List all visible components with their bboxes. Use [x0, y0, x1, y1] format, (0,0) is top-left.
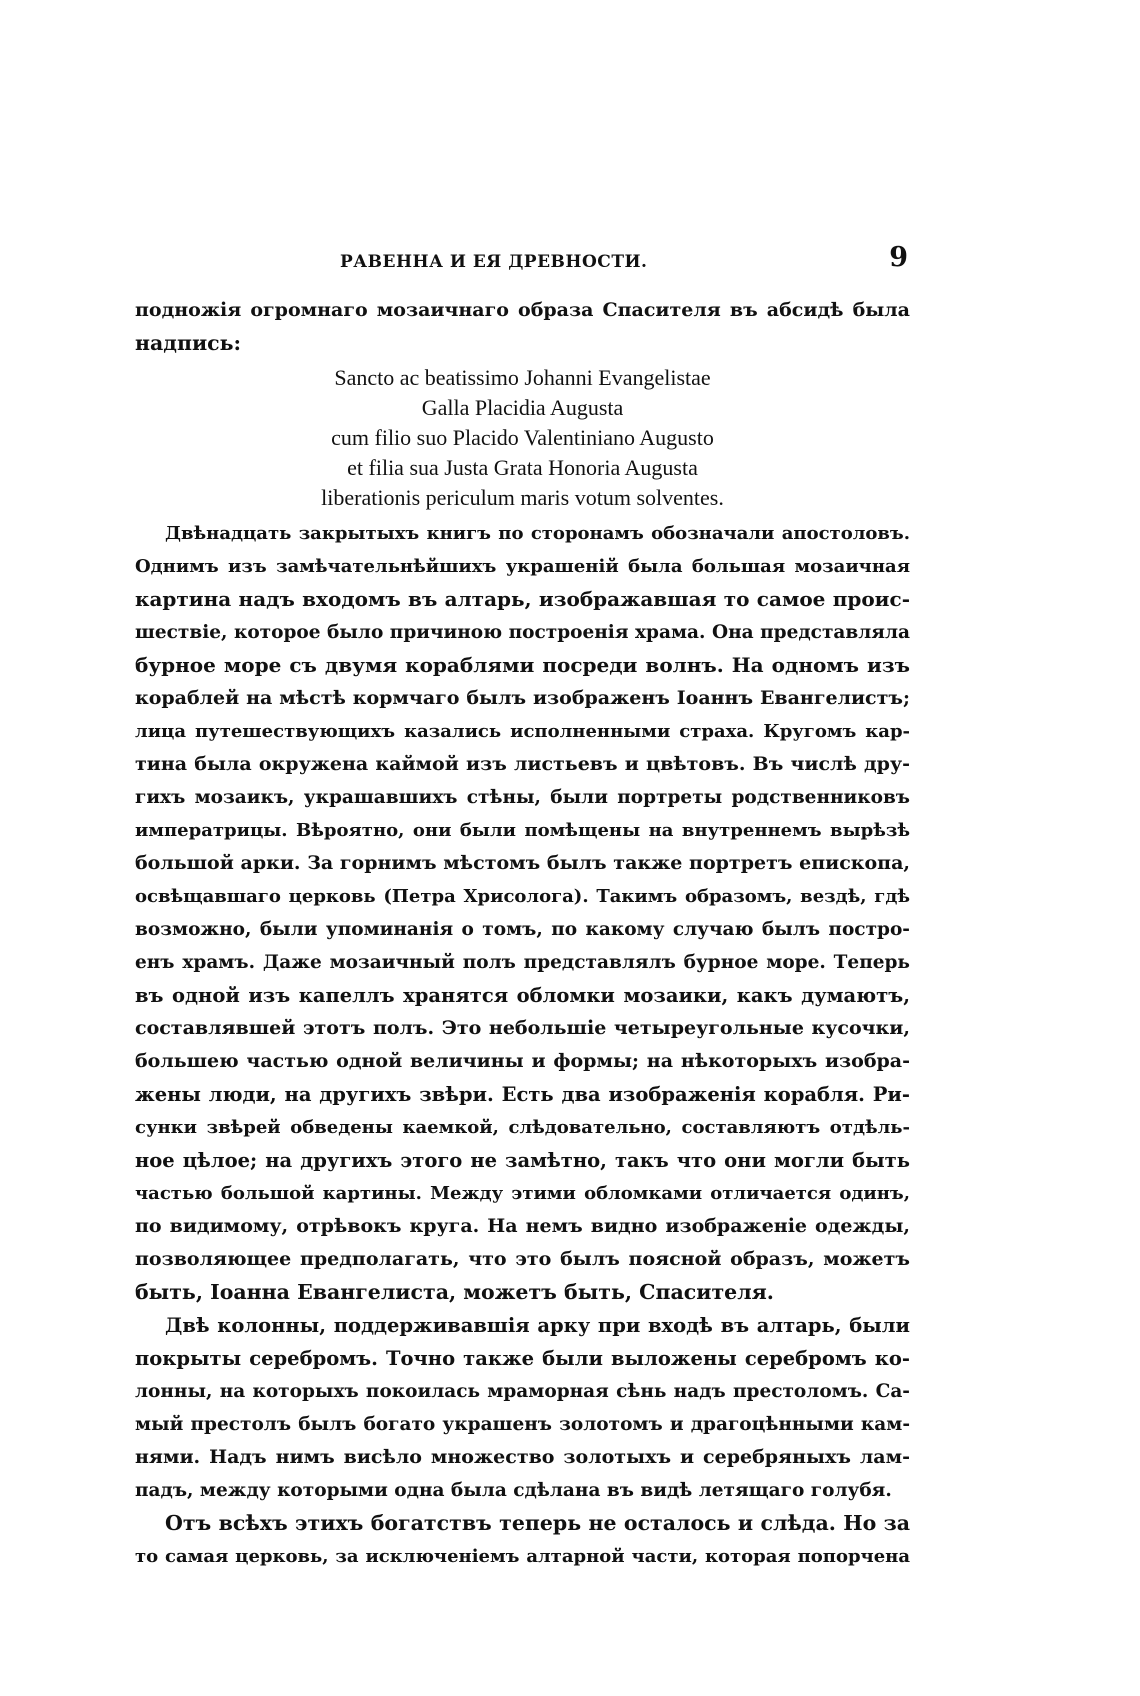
text-line: составлявшей этотъ полъ. Это небольшіе четыреугольные кусочки, [135, 1017, 910, 1039]
text-line: гихъ мозаикъ, украшавшихъ стѣны, были портреты родственниковъ [135, 787, 910, 808]
page-header [135, 238, 910, 278]
text-line: подножія огромнаго мозаичнаго образа Спасителя въ абсидѣ была [135, 299, 910, 321]
text-line: кораблей на мѣстѣ кормчаго былъ изображенъ Іоаннъ Евангелистъ; [135, 687, 910, 709]
text-line: падъ, между которыми одна была сдѣлана въ видѣ летящаго голубя. [135, 1480, 892, 1501]
text-line: шествіе, которое было причиною построенія храма. Она представляла [135, 622, 910, 643]
text-line: жены люди, на другихъ звѣри. Есть два изображенія корабля. Ри- [135, 1083, 910, 1106]
text-line: возможно, были упоминанія о томъ, по какому случаю былъ постро- [135, 919, 910, 940]
text-line: Двѣ колонны, поддерживавшія арку при входѣ въ алтарь, были [165, 1314, 910, 1337]
text-line: нями. Надъ нимъ висѣло множество золотыхъ и серебряныхъ лам- [135, 1446, 910, 1468]
inscription-line: Sancto ac beatissimo Johanni Evangelistae [334, 365, 711, 390]
text-line: ное цѣлое; на другихъ этого не замѣтно, такъ что они могли быть [135, 1149, 910, 1172]
text-line: сунки звѣрей обведены каемкой, слѣдовательно, составляютъ отдѣль- [135, 1117, 910, 1138]
inscription-line: liberationis periculum maris votum solventes. [321, 485, 724, 510]
text-line: большею частью одной величины и формы; на нѣкоторыхъ изобра- [135, 1050, 910, 1072]
inscription-line: cum filio suo Placido Valentiniano Augusto [331, 425, 714, 450]
text-line: то самая церковь, за исключеніемъ алтарной части, которая попорчена [135, 1546, 910, 1567]
text-line: въ одной изъ капеллъ хранятся обломки мозаики, какъ думаютъ, [135, 984, 910, 1007]
running-title: РАВЕННА И ЕЯ ДРЕВНОСТИ. [340, 252, 648, 272]
text-line: быть, Іоанна Евангелиста, можетъ быть, Спасителя. [135, 1280, 774, 1304]
page-number: 9 [889, 242, 908, 273]
text-line: по видимому, отрѣвокъ круга. На немъ видно изображеніе одежды, [135, 1215, 910, 1237]
text-line: лица путешествующихъ казались исполненными страха. Кругомъ кар- [135, 721, 910, 742]
text-line: освѣщавшаго церковь (Петра Хрисолога). Такимъ образомъ, вездѣ, гдѣ [135, 886, 910, 907]
paragraph-3 [135, 1507, 910, 1573]
inscription-line: et filia sua Justa Grata Honoria Augusta [347, 455, 698, 480]
text-line: покрыты серебромъ. Точно также были выложены серебромъ ко- [135, 1347, 910, 1370]
text-line: Однимъ изъ замѣчательнѣйшихъ украшеній была большая мозаичная [135, 556, 910, 577]
text-line: бурное море съ двумя кораблями посреди волнъ. На одномъ изъ [135, 653, 910, 677]
text-line: картина надъ входомъ въ алтарь, изображавшая то самое проис- [135, 587, 910, 611]
inscription-line: Galla Placidia Augusta [421, 395, 624, 420]
paragraph-1 [135, 517, 910, 1309]
text-line: императрицы. Вѣроятно, они были помѣщены на внутреннемъ вырѣзѣ [135, 820, 910, 841]
latin-inscription [135, 360, 910, 517]
text-line: частью большой картины. Между этими обломками отличается одинъ, [135, 1183, 910, 1204]
text-line: мый престолъ былъ богато украшенъ золотомъ и драгоцѣнными кам- [135, 1414, 910, 1435]
text-line: надпись: [135, 331, 242, 355]
page-body [135, 294, 910, 1573]
text-line: большой арки. За горнимъ мѣстомъ былъ также портретъ епископа, [135, 852, 910, 874]
text-line: Отъ всѣхъ этихъ богатствъ теперь не осталось и слѣда. Но за [165, 1511, 910, 1535]
text-line: тина была окружена каймой изъ листьевъ и цвѣтовъ. Въ числѣ дру- [135, 753, 910, 775]
paragraph-2 [135, 1309, 910, 1507]
text-line: позволяющее предполагать, что это былъ поясной образъ, можетъ [135, 1248, 910, 1270]
text-line: лонны, на которыхъ покоилась мраморная сѣнь надъ престоломъ. Са- [135, 1381, 910, 1402]
text-line: Двѣнадцать закрытыхъ книгъ по сторонамъ обозначали апостоловъ. [165, 523, 910, 544]
text-line: енъ храмъ. Даже мозаичный полъ представлялъ бурное море. Теперь [135, 952, 910, 973]
